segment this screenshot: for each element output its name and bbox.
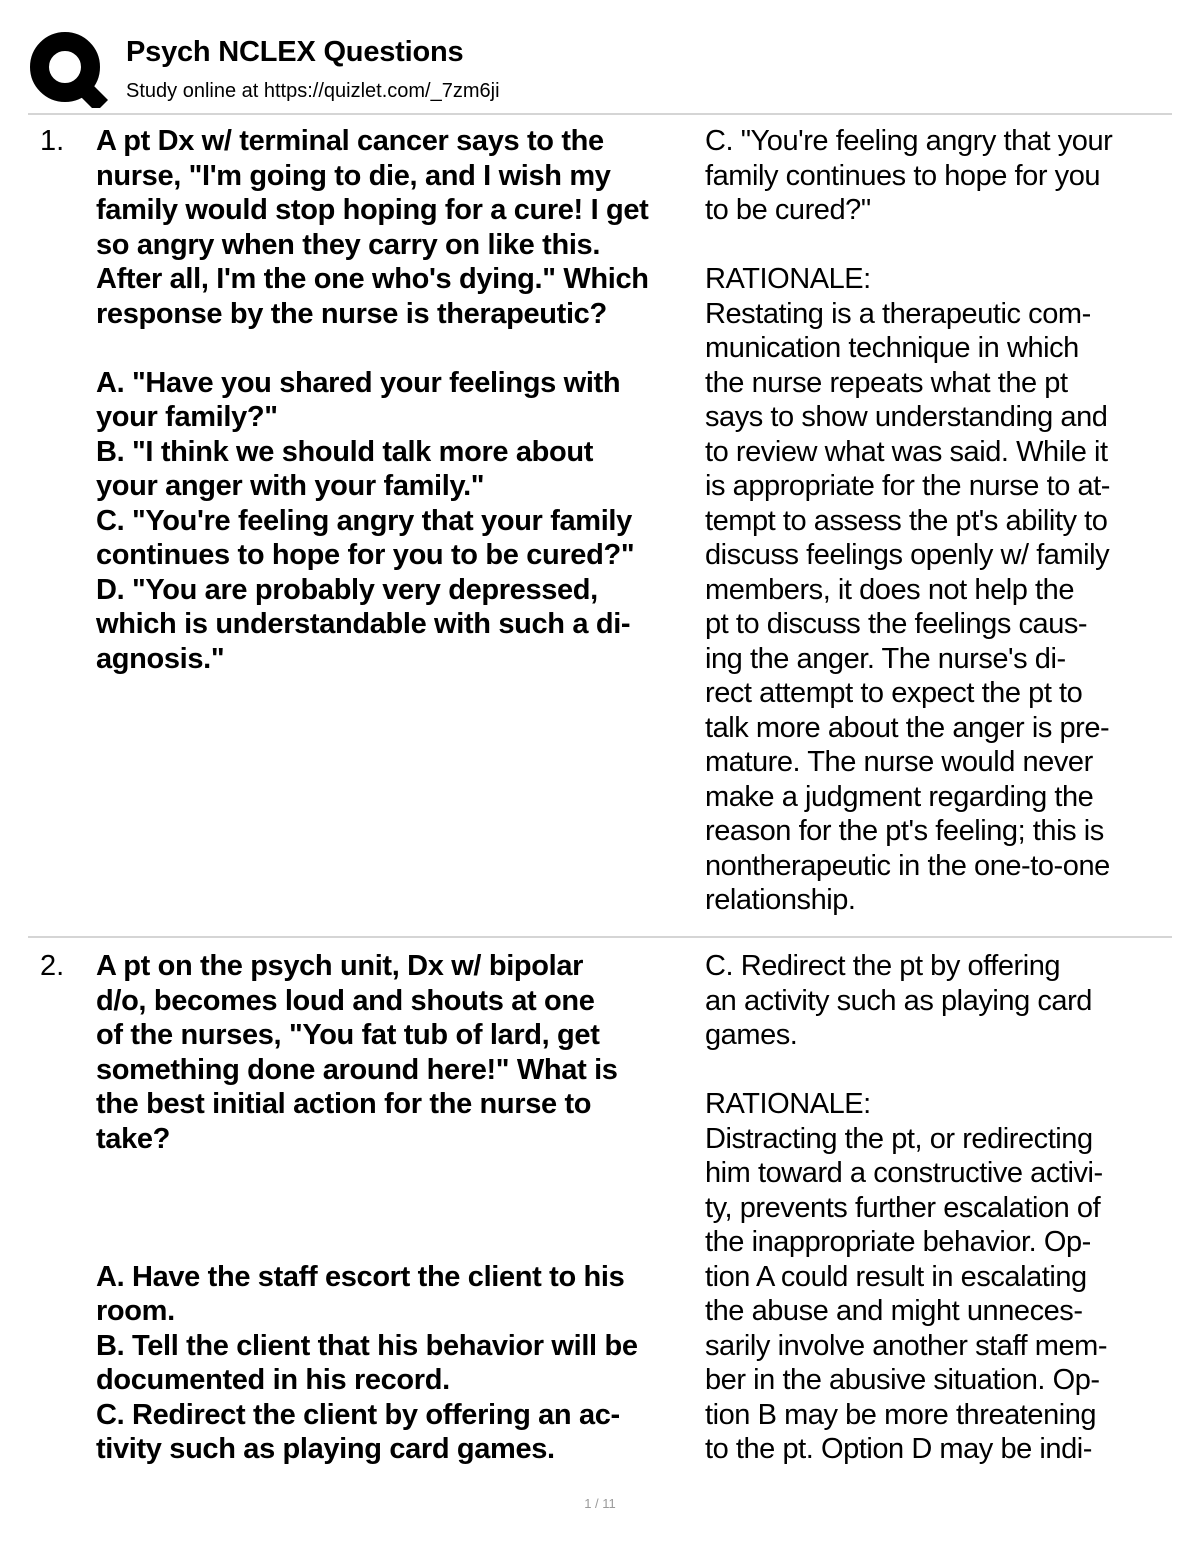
card-question: A pt Dx w/ terminal cancer says to the nurse, "I'm going to die, and I wish my family would stop hoping for a cure! I get so angry when they carry on like this. After all, I'm the one who's dying." Which response by the nurse is therapeutic? A. "Have you shared your feelings with your family?" B. "I think we should talk more about your anger with your family." C. "You're feeling angry that your family continues to hope for you to be cured?" D. "You are probably very depressed, which is understandable with such a di- agnosis.": [96, 125, 649, 675]
page-number: 1 / 11: [584, 1496, 616, 1511]
header-divider: [28, 113, 1172, 115]
study-online-link[interactable]: Study online at https://quizlet.com/_7zm6ji: [126, 80, 500, 102]
card-divider: [28, 936, 1172, 938]
page-header: [28, 30, 1172, 110]
card-answer: C. "You're feeling angry that your family continues to hope for you to be cured?" RATIONALE: Restating is a therapeutic com- munication technique in which the nurse repeats what the pt says to show understanding and to review what was said. While it is appropriate for the nurse to at- tempt to assess the pt's ability to discuss feelings openly w/ family members, it does not help the pt to discuss the feelings caus- ing the anger. The nurse's di- rect attempt to expect the pt to talk more about the anger is pre- mature. The nurse would never make a judgment regarding the reason for the pt's feeling; this is nontherapeutic in the one-to-one relationship.: [705, 125, 1113, 916]
quizlet-logo-icon: [28, 30, 108, 108]
card-number: 2.: [40, 950, 65, 982]
card-answer: C. Redirect the pt by offering an activity such as playing card games. RATIONALE: Distracting the pt, or redirecting him toward a constructive activi- ty, prevents further escalation of the inappropriate behavior. Op- tion A could result in escalating the abuse and might unneces- sarily involve another staff mem- ber in the abusive situation. Op- tion B may be more threatening to the pt. Option D may be indi-: [705, 950, 1108, 1465]
card-question: A pt on the psych unit, Dx w/ bipolar d/o, becomes loud and shouts at one of the nurses, "You fat tub of lard, get something done around here!" What is the best initial action for the nurse to take? A. Have the staff escort the client to his room. B. Tell the client that his behavior will be documented in his record. C. Redirect the client by offering an ac- tivity such as playing card games.: [96, 950, 638, 1465]
card-number: 1.: [40, 125, 65, 157]
document-title: Psych NCLEX Questions: [126, 36, 464, 68]
